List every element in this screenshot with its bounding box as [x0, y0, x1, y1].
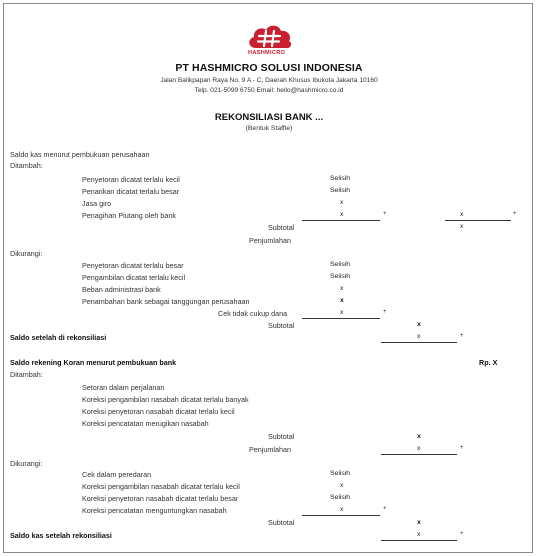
logo-text: HASHMICRO: [248, 50, 286, 56]
s1-final-label: Saldo setelah di rekonsiliasi: [10, 333, 107, 342]
s1-subtotal2-x: x: [417, 321, 421, 328]
s2-sub-mark-4: x: [340, 506, 344, 513]
section2-heading-value: Rp. X: [479, 358, 498, 367]
s1-subtotal-x: x: [460, 223, 464, 230]
s1-final-underline: [381, 342, 457, 343]
s1-sub-plus: +: [383, 309, 387, 315]
s1-sub-mark-1: Selisih: [330, 261, 351, 268]
s2-add-item-1: Setoran dalam perjalanan: [82, 383, 165, 392]
s2-sub-mark-2: x: [340, 482, 344, 489]
s1-final-plus: +: [460, 333, 464, 339]
document-page: [3, 3, 533, 553]
s2-add-item-4: Koreksi pencatatan merugikan nasabah: [82, 419, 209, 428]
s1-add-mark-2: Selisih: [330, 187, 351, 194]
s2-sub-item-1: Cek dalam peredaran: [82, 470, 152, 479]
s1-sub-item-2: Pengambilan dicatat terlalu kecil: [82, 273, 186, 282]
section1-ditambah: Ditambah:: [10, 161, 43, 170]
section1-dikurangi: Dikurangi:: [10, 249, 43, 258]
s2-sub-item-2: Koreksi pengambilan nasabah dicatat terlalu kecil: [82, 482, 240, 491]
s2-sub-underline: [302, 515, 380, 516]
s1-add-item-3: Jasa giro: [82, 199, 112, 208]
s1-add-underline: [302, 220, 380, 221]
section1-heading: Saldo kas menurut pembukuan perusahaan: [10, 150, 150, 159]
s2-penjumlahan-x: x: [417, 445, 421, 452]
s1-right-underline-1: [445, 220, 511, 221]
s1-final-x: x: [417, 333, 421, 340]
s1-sub-item-5: Cek tidak cukup dana: [218, 309, 288, 318]
hashmicro-logo: [244, 22, 296, 56]
s1-sub-underline: [302, 318, 380, 319]
s2-sub-mark-1: Selisih: [330, 470, 351, 477]
section2-heading: Saldo rekening Koran menurut pembukuan bank: [10, 358, 177, 367]
s1-right-plus-1: +: [513, 211, 517, 217]
s1-subtotal: Subtotal: [268, 223, 295, 232]
s1-add-plus: +: [383, 211, 387, 217]
s2-sub-mark-3: Selisih: [330, 494, 351, 501]
section2-ditambah: Ditambah:: [10, 370, 43, 379]
s1-add-item-1: Penyetoran dicatat terlalu kecil: [82, 175, 180, 184]
company-name: PT HASHMICRO SOLUSI INDONESIA: [175, 62, 363, 74]
s2-subtotal-x: x: [417, 433, 421, 440]
s2-penjumlahan-underline: [381, 454, 457, 455]
s2-sub-plus: +: [383, 506, 387, 512]
s2-sub-item-4: Koreksi pencatatan menguntungkan nasabah: [82, 506, 227, 515]
s2-subtotal2-x: x: [417, 519, 421, 526]
s1-add-mark-4: x: [340, 211, 344, 218]
document-subtitle: (Bentuk Staffle): [245, 125, 293, 132]
s2-subtotal: Subtotal: [268, 432, 295, 441]
s2-final-x: x: [417, 531, 421, 538]
s2-final-underline: [381, 540, 457, 541]
s1-add-mark-1: Selisih: [330, 175, 351, 182]
s2-add-item-3: Koreksi penyetoran nasabah dicatat terlalu kecil: [82, 407, 235, 416]
s1-sub-item-1: Penyetoran dicatat terlalu besar: [82, 261, 184, 270]
company-address: Jalan Balikpapan Raya No. 9 A - C, Daerah Khusus Ibukota Jakarta 10160: [160, 77, 378, 84]
s1-add-mark-3: x: [340, 199, 344, 206]
s2-penjumlahan: Penjumlahan: [249, 445, 291, 454]
s1-sub-item-4: Penambahan bank sebagai tanggungan perusahaan: [82, 297, 250, 306]
s1-right-x-1: x: [460, 211, 464, 218]
s1-add-item-2: Penarikan dicatat terlalu besar: [82, 187, 180, 196]
section2-dikurangi: Dikurangi:: [10, 459, 43, 468]
s1-penjumlahan: Penjumlahan: [249, 236, 291, 245]
s2-penjumlahan-plus: +: [460, 445, 464, 451]
s2-final-label: Saldo kas setelah rekonsiliasi: [10, 531, 112, 540]
s1-sub-mark-3: x: [340, 285, 344, 292]
s2-subtotal2: Subtotal: [268, 518, 295, 527]
s2-sub-item-3: Koreksi penyetoran nasabah dicatat terlalu besar: [82, 494, 239, 503]
s1-subtotal2: Subtotal: [268, 321, 295, 330]
s1-sub-mark-2: Selisih: [330, 273, 351, 280]
s1-add-item-4: Penagihan Piutang oleh bank: [82, 211, 176, 220]
s1-sub-item-3: Beban administrasi bank: [82, 285, 161, 294]
s2-final-plus: +: [460, 531, 464, 537]
document-title: REKONSILIASI BANK ...: [214, 112, 324, 123]
company-contact: Telp. 021-5099 6750 Email: hello@hashmicro.co.id: [194, 87, 344, 94]
s1-sub-mark-5: x: [340, 309, 344, 316]
s2-add-item-2: Koreksi pengambilan nasabah dicatat terlalu banyak: [82, 395, 249, 404]
s1-sub-mark-4: x: [340, 297, 344, 304]
